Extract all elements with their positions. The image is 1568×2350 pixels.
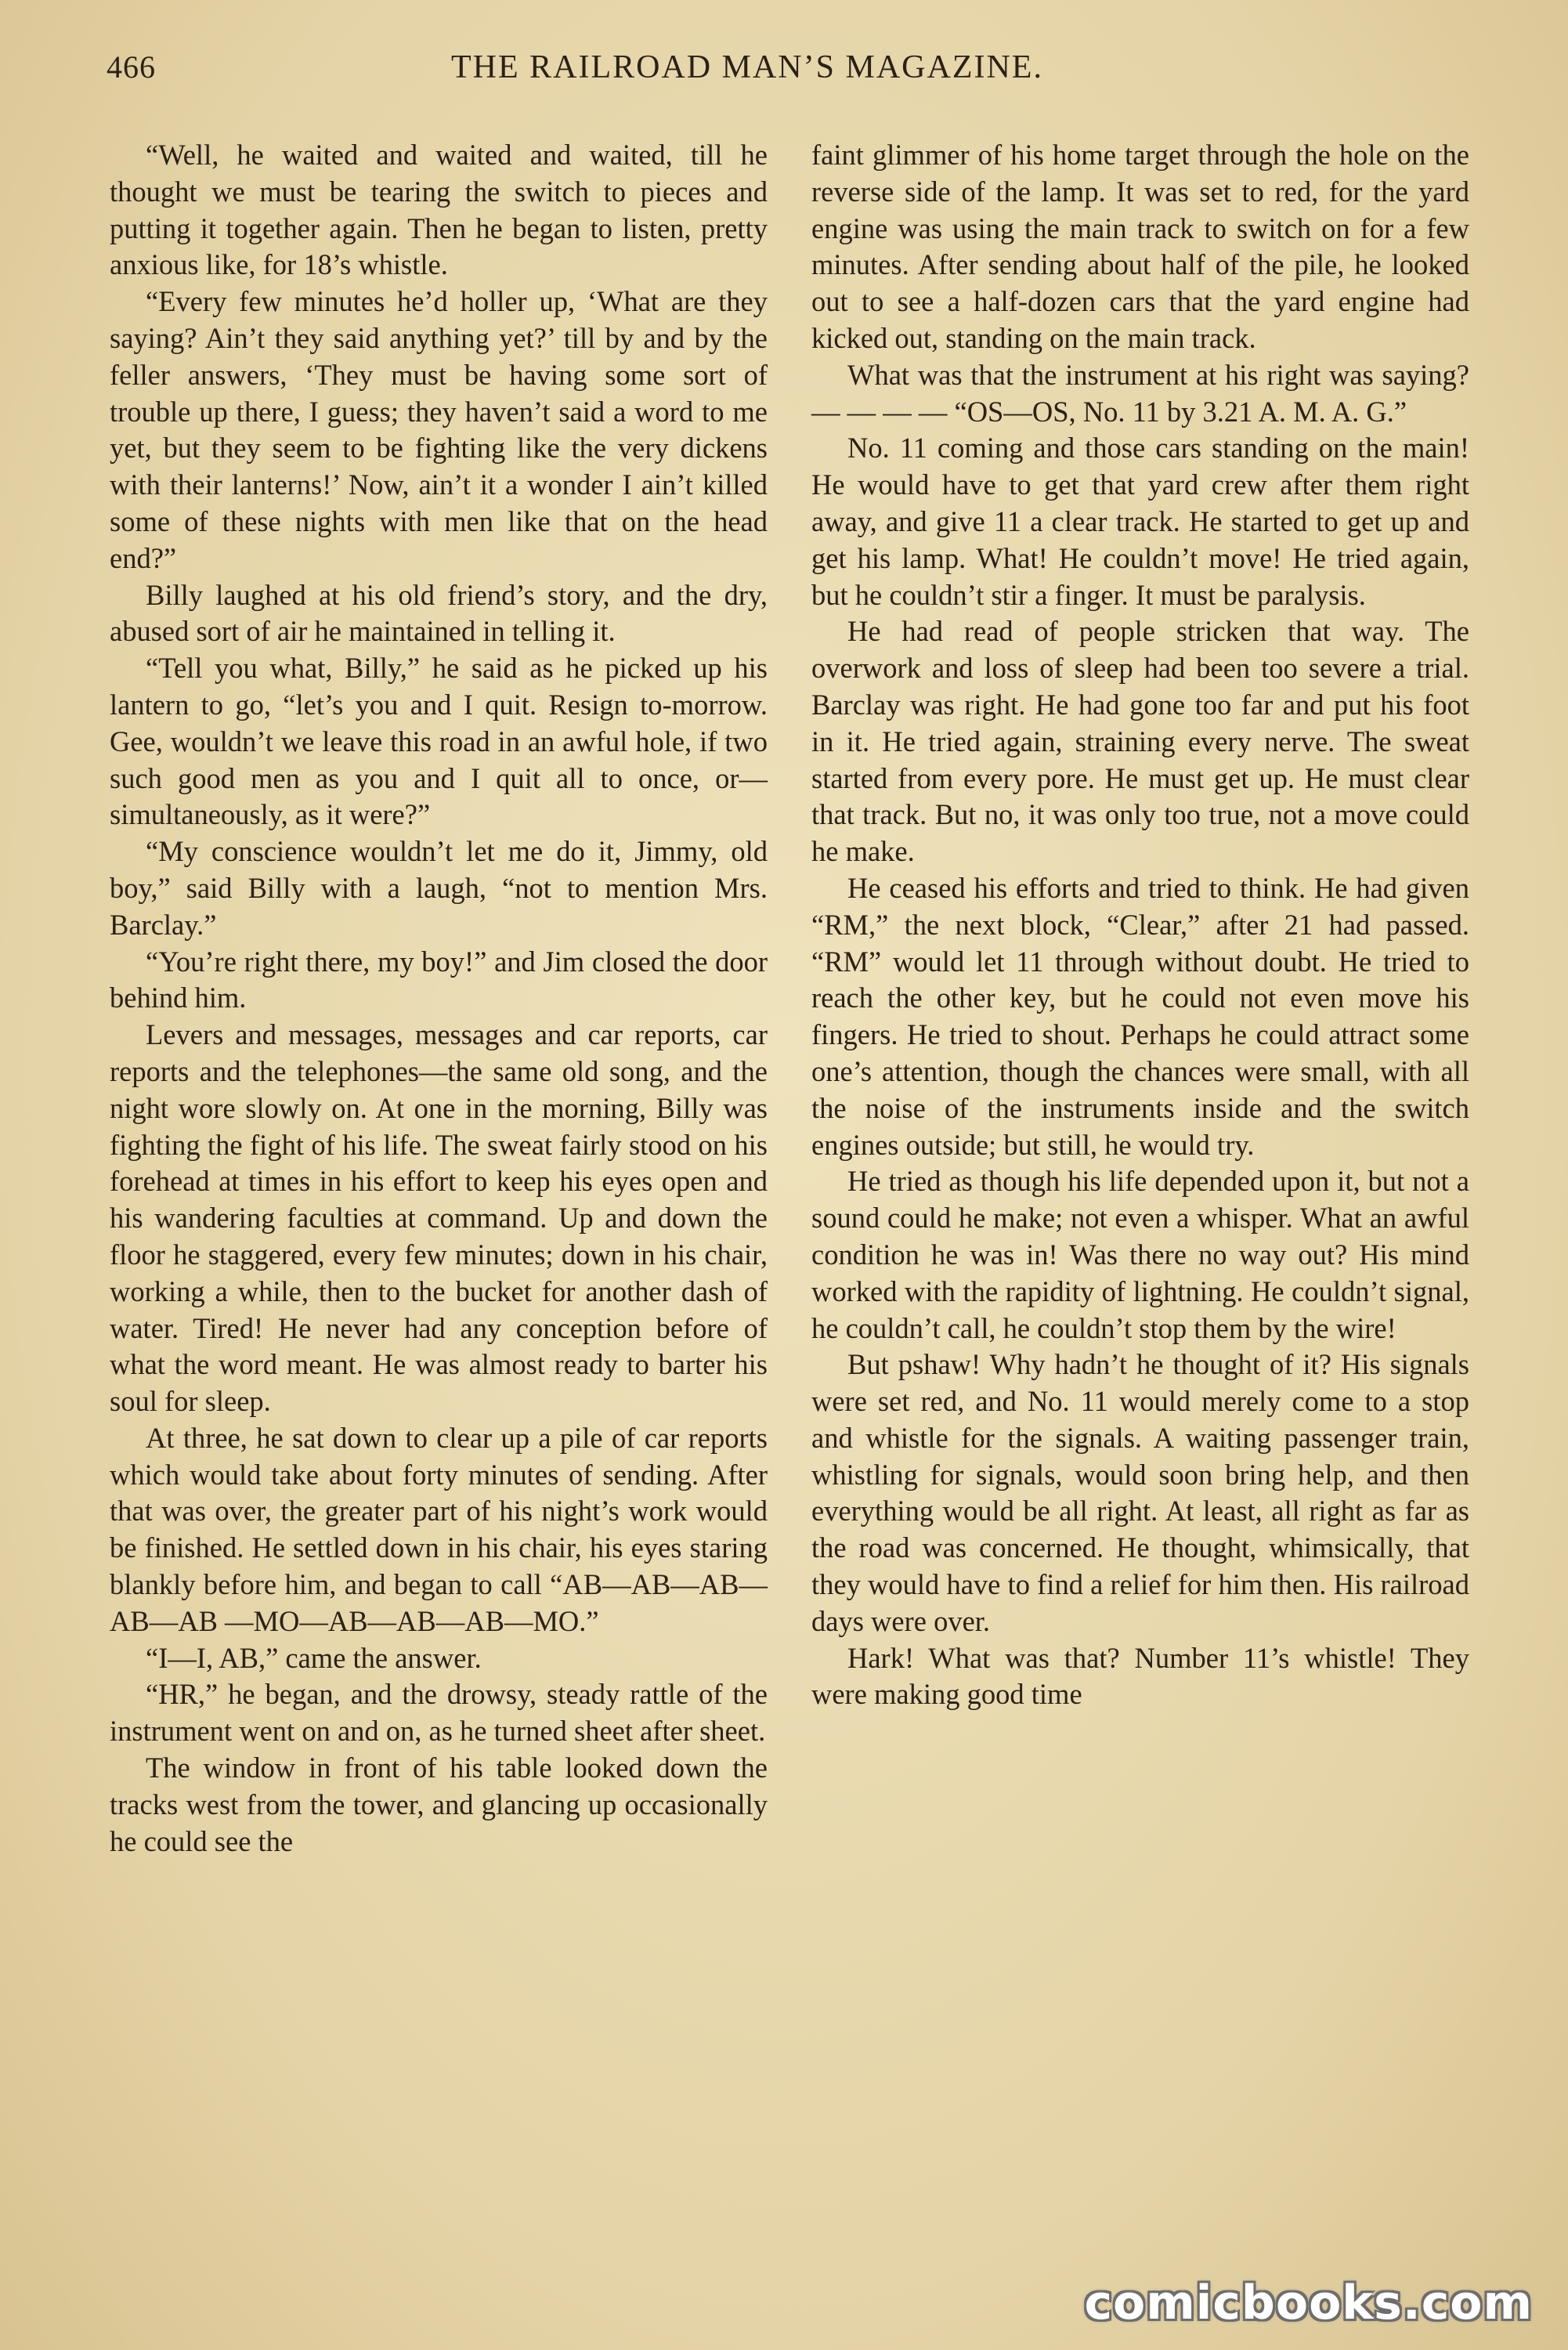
paragraph: The window in front of his table looked down the tracks west from the tower, and glancing up occasionally he could see the [110, 1752, 768, 1857]
paragraph: He ceased his efforts and tried to think. He had given “RM,” the next block, “Clear,” after 21 had passed. “RM” would let 11 through without doubt. He tried to reach the other key, but he could not even move his fingers. He tried to shout. Perhaps he could attract some one’s attention, though the chances were small, with all the noise of the instruments inside and the switch engines outside; but still, he would try. [811, 871, 1469, 1161]
paragraph: “You’re right there, my boy!” and Jim closed the door behind him. [110, 945, 768, 1014]
page-number: 466 [107, 49, 156, 85]
paragraph: He tried as though his life depended upon it, but not a sound could he make; not even a whisper. What an awful condition he was in! Was there no way out? His mind worked with the rapidity of lightning. He couldn’t signal, he couldn’t call, he couldn’t stop them by the wire! [811, 1165, 1469, 1344]
paragraph: “HR,” he began, and the drowsy, steady rattle of the instrument went on and on, as he turned sheet after sheet. [110, 1678, 768, 1748]
left-column [110, 137, 768, 1860]
paragraph: “I—I, AB,” came the answer. [146, 1641, 482, 1674]
paragraph: But pshaw! Why hadn’t he thought of it? His signals were set red, and No. 11 would merely come to a stop and whistle for the signals. A waiting passenger train, whistling for signals, would soon bring help, and then everything would be all right. At least, all right as far as the road was concerned. He thought, whimsically, that they would have to find a relief for him then. His railroad days were over. [811, 1348, 1469, 1637]
right-column [811, 137, 1469, 1713]
paragraph: No. 11 coming and those cars standing on the main! He would have to get that yard crew after them right away, and give 11 a clear track. He started to get up and get his lamp. What! He couldn’t move! He tried again, but he couldn’t stir a finger. It must be paralysis. [811, 432, 1469, 611]
magazine-title: THE RAILROAD MAN’S MAGAZINE. [451, 49, 1043, 85]
running-head [107, 49, 1458, 96]
paragraph: “Well, he waited and waited and waited, till he thought we must be tearing the switch to pieces and putting it together again. Then he began to listen, pretty anxious like, for 18’s whistle. [110, 139, 768, 281]
paragraph: “My conscience wouldn’t let me do it, Jimmy, old boy,” said Billy with a laugh, “not to mention Mrs. Barclay.” [110, 835, 768, 941]
paragraph: faint glimmer of his home target through the hole on the reverse side of the lamp. It was set to red, for the yard engine was using the main track to switch on for a few minutes. After sending about half of the pile, he looked out to see a half-dozen cars that the yard engine had kicked out, standing on the main track. [811, 139, 1469, 354]
paragraph: Hark! What was that? Number 11’s whistle! They were making good time [811, 1641, 1469, 1711]
paragraph: Billy laughed at his old friend’s story, and the dry, abused sort of air he maintained in telling it. [110, 578, 768, 648]
paragraph: “Tell you what, Billy,” he said as he picked up his lantern to go, “let’s you and I quit. Resign to-morrow. Gee, wouldn’t we leave this road in an awful hole, if two such good men as you and I quit all to once, or—simultaneously, as it were?” [110, 652, 768, 831]
paragraph: He had read of people stricken that way. The overwork and loss of sleep had been too severe a trial. Barclay was right. He had gone too far and put his foot in it. He tried again, straining every nerve. The sweat started from every pore. He must get up. He must clear that track. But no, it was only too true, not a move could he make. [811, 615, 1469, 868]
paragraph: Levers and messages, messages and car reports, car reports and the telephones—the same old song, and the night wore slowly on. At one in the morning, Billy was fighting the fight of his life. The sweat fairly stood on his forehead at times in his effort to keep his eyes open and his wandering faculties at command. Up and down the floor he staggered, every few minutes; down in his chair, working a while, then to the bucket for another dash of water. Tired! He never had any conception before of what the word meant. He was almost ready to barter his soul for sleep. [110, 1018, 768, 1418]
paragraph: What was that the instrument at his right was saying? — — — — “OS—OS, No. 11 by 3.21 A. M. A. G.” [811, 358, 1469, 428]
paragraph: At three, he sat down to clear up a pile of car reports which would take about forty minutes of sending. After that was over, the greater part of his night’s work would be finished. He settled down in his chair, his eyes staring blankly before him, and began to call “AB—AB—AB—AB—AB —MO—AB—AB—AB—MO.” [110, 1421, 768, 1637]
paragraph: “Every few minutes he’d holler up, ‘What are they saying? Ain’t they said anything yet?’ till by and by the feller answers, ‘They must be having some sort of trouble up there, I guess; they haven’t said a word to me yet, but they seem to be fighting like the very dickens with their lanterns!’ Now, ain’t it a wonder I ain’t killed some of these nights with men like that on the head end?” [110, 285, 768, 574]
watermark-logo: comicbooks.com [1084, 2276, 1533, 2330]
